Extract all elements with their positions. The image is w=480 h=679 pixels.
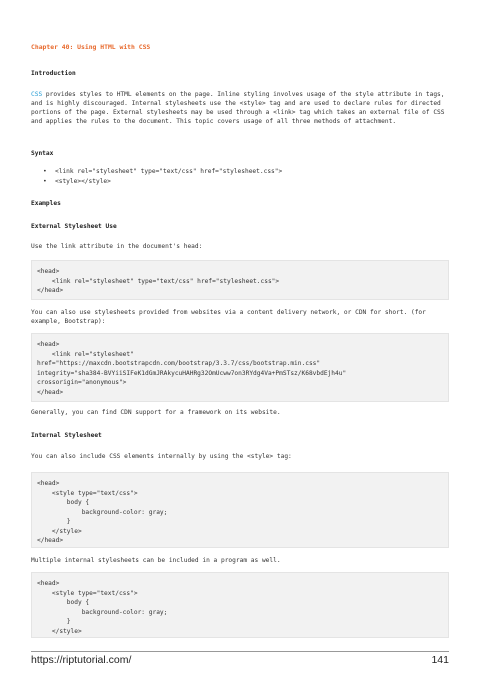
chapter-title: Chapter 40: Using HTML with CSS — [31, 43, 151, 51]
footer-divider — [31, 651, 449, 652]
syntax-heading: Syntax — [31, 150, 54, 157]
css-link[interactable]: CSS — [31, 91, 43, 98]
code-block-external-link: <head> <link rel="stylesheet" type="text/css" href="stylesheet.css"> </head> — [31, 260, 449, 300]
cdn-paragraph: You can also use stylesheets provided from websites via a content delivery network, or CDN for short. (for example, Bootstrap): — [31, 309, 430, 325]
multiple-stylesheets-paragraph: Multiple internal stylesheets can be included in a program as well. — [31, 557, 281, 564]
code-block-cdn: <head> <link rel="stylesheet" href="https://maxcdn.bootstrapcdn.com/bootstrap/3.3.7/css/bootstrap.min.css" integrity="sha384-BVYiiSIFeK1dGmJRAkycuHAHRg32OmUcww7on3RYdg4Va+PmSTsz/K68vbdEjh4u" crossorigin="anonymous"> </head> — [31, 333, 449, 402]
introduction-heading: Introduction — [31, 70, 76, 77]
introduction-body: provides styles to HTML elements on the page. Inline styling involves usage of the style attribute in tags, and is highly discouraged. Internal stylesheets use the <style> tag and are used to declare rules for directed portions of the page. External stylesheets may be used through a <link> tag which takes an external file of CSS and applies the rules to the document. This topic covers usage of all three methods of attachment. — [31, 91, 449, 125]
page-number: 141 — [431, 654, 449, 666]
syntax-item: • <link rel="stylesheet" type="text/css" href="stylesheet.css"> — [43, 168, 283, 175]
cdn-note: Generally, you can find CDN support for a framework on its website. — [31, 409, 281, 416]
syntax-item: • <style></style> — [43, 178, 111, 185]
examples-heading: Examples — [31, 200, 61, 207]
internal-intro: You can also include CSS elements internally by using the <style> tag: — [31, 453, 292, 460]
internal-stylesheet-heading: Internal Stylesheet — [31, 432, 102, 439]
footer-url[interactable]: https://riptutorial.com/ — [31, 654, 132, 666]
code-block-internal-style-2: <head> <style type="text/css"> body { background-color: gray; } </style> — [31, 572, 449, 638]
external-intro: Use the link attribute in the document's head: — [31, 243, 203, 250]
external-stylesheet-heading: External Stylesheet Use — [31, 223, 117, 230]
code-block-internal-style: <head> <style type="text/css"> body { background-color: gray; } </style> </head> — [31, 472, 449, 548]
introduction-paragraph — [31, 90, 449, 126]
